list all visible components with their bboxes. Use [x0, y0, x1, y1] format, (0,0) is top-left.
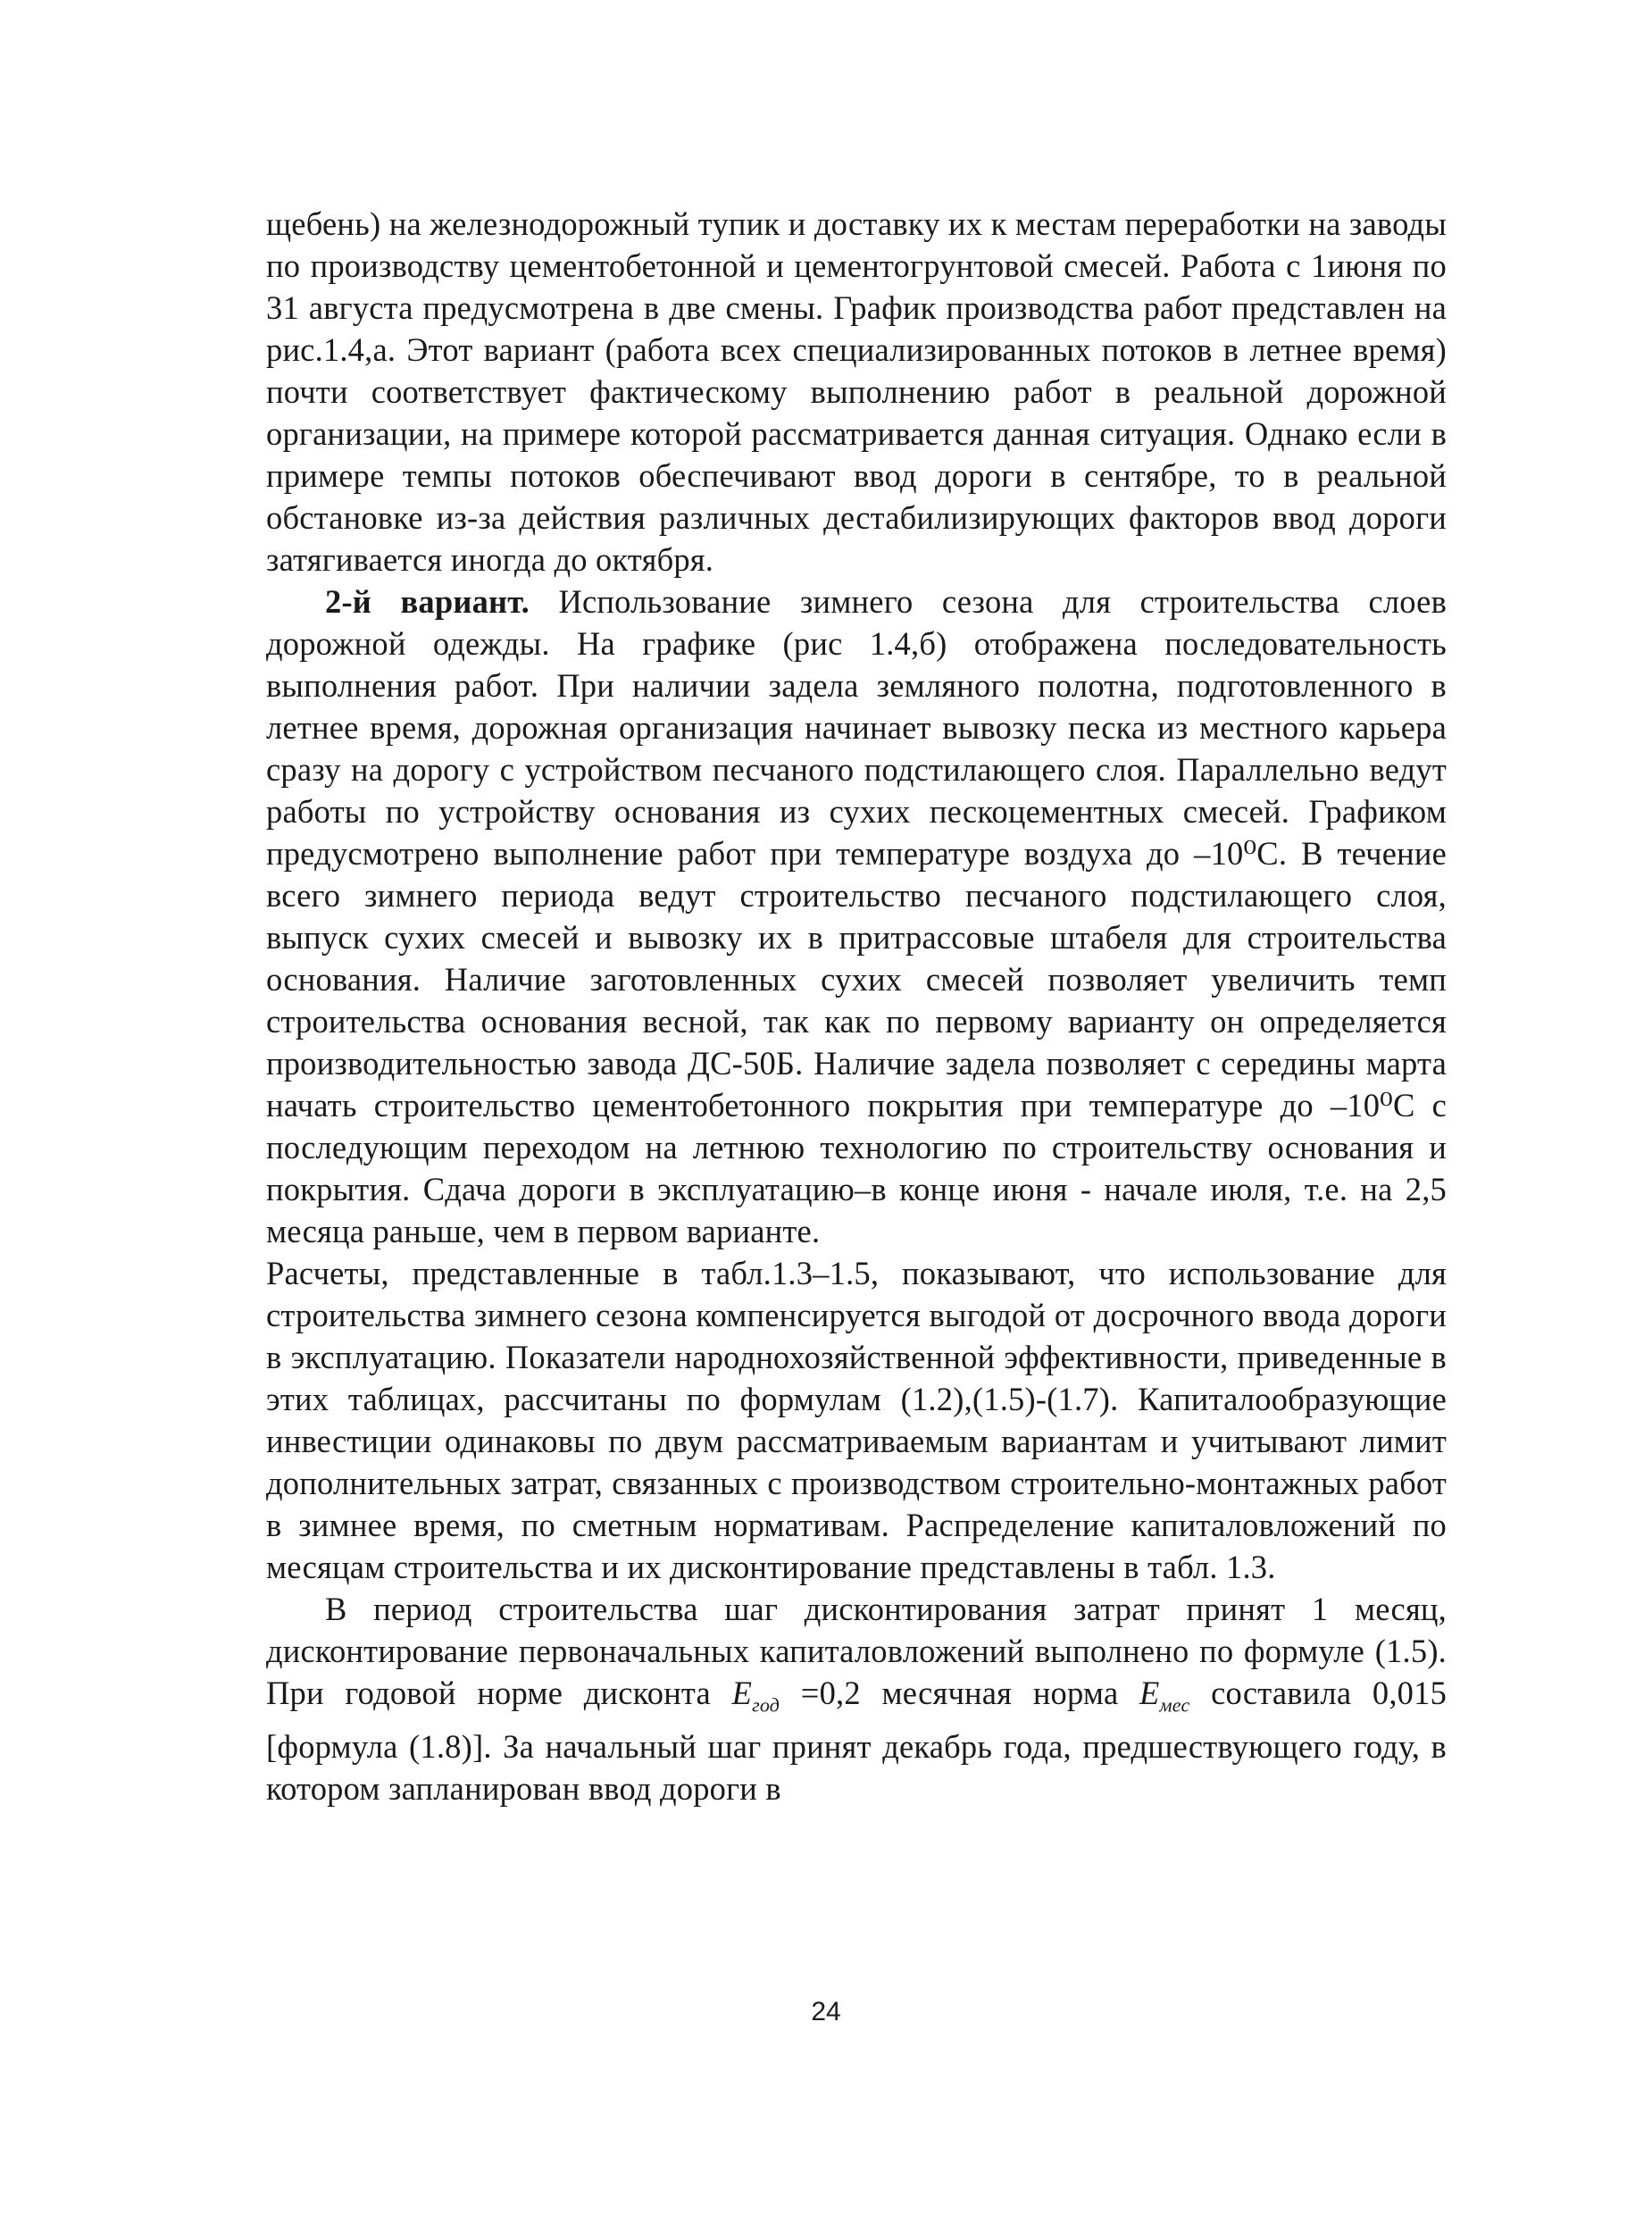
paragraph-4 — [266, 1588, 1447, 1809]
paragraph-2-body: Использование зимнего сезона для строительства слоев дорожной одежды. На графике (рис 1.4,б) отображена последовательность выполнения работ. При наличии задела земляного полотна, подготовленного в летнее время, дорожная организация начинает вывозку песка из местного карьера сразу на дорогу с устройством песчаного подстилающего слоя. Параллельно ведут работы по устройству основания из сухих пескоцементных смесей. Графиком предусмотрено выполнение работ при температуре воздуха до –10⁰С. В течение всего зимнего периода ведут строительство песчаного подстилающего слоя, выпуск сухих смесей и вывозку их в притрассовые штабеля для строительства основания. Наличие заготовленных сухих смесей позволяет увеличить темп строительства основания весной, так как по первому варианту он определяется производительностью завода ДС-50Б. Наличие задела позволяет с середины марта начать строительство цементобетонного покрытия при температуре до –10⁰С с последующим переходом на летнюю технологию по строительству основания и покрытия. Сдача дороги в эксплуатацию–в конце июня - начале июля, т.е. на 2,5 месяца раньше, чем в первом варианте. — [266, 583, 1448, 1249]
e-god-symbol: E — [731, 1675, 753, 1711]
paragraph-4-part1: В период строительства шаг дисконтирования затрат принят 1 месяц, дисконтирование первоначальных капиталовложений выполнено по формуле (1.5). При годовой норме дисконта — [266, 1591, 1447, 1711]
paragraph-4-part3: составила 0,015 [формула (1.8)]. За начальный шаг принят декабрь года, предшествующего году, в котором запланирован ввод дороги в — [266, 1675, 1448, 1808]
e-mes-subscript: мес — [1159, 1693, 1190, 1717]
paragraph-1: щебень) на железнодорожный тупик и доставку их к местам переработки на заводы по производству цементобетонной и цементогрунтовой смесей. Работа с 1июня по 31 августа предусмотрена в две смены. График производства работ представлен на рис.1.4,а. Этот вариант (работа всех специализированных потоков в летнее время) почти соответствует фактическому выполнению работ в реальной дорожной организации, на примере которой рассматривается данная ситуация. Однако если в примере темпы потоков обеспечивают ввод дороги в сентябре, то в реальной обстановке из-за действия различных дестабилизирующих факторов ввод дороги затягивается иногда до октября. — [266, 205, 1447, 578]
page-number: 24 — [811, 1997, 841, 2026]
paragraph-3: Расчеты, представленные в табл.1.3–1.5, показывают, что использование для строительства зимнего сезона компенсируется выгодой от досрочного ввода дороги в эксплуатацию. Показатели народнохозяйственной эффективности, приведенные в этих таблицах, рассчитаны по формулам (1.2),(1.5)-(1.7). Капиталообразующие инвестиции одинаковы по двум рассматриваемым вариантам и учитывают лимит дополнительных затрат, связанных с производством строительно-монтажных работ в зимнее время, по сметным нормативам. Распределение капиталовложений по месяцам строительства и их дисконтирование представлены в табл. 1.3. — [266, 1255, 1447, 1585]
body-text — [266, 203, 1447, 1809]
e-mes-symbol: E — [1139, 1675, 1160, 1711]
e-god-subscript: год — [752, 1693, 780, 1717]
variant-2-heading: 2-й вариант. — [325, 583, 530, 620]
paragraph-4-part2: =0,2 месячная норма — [780, 1675, 1140, 1711]
paragraph-2 — [266, 581, 1447, 1252]
